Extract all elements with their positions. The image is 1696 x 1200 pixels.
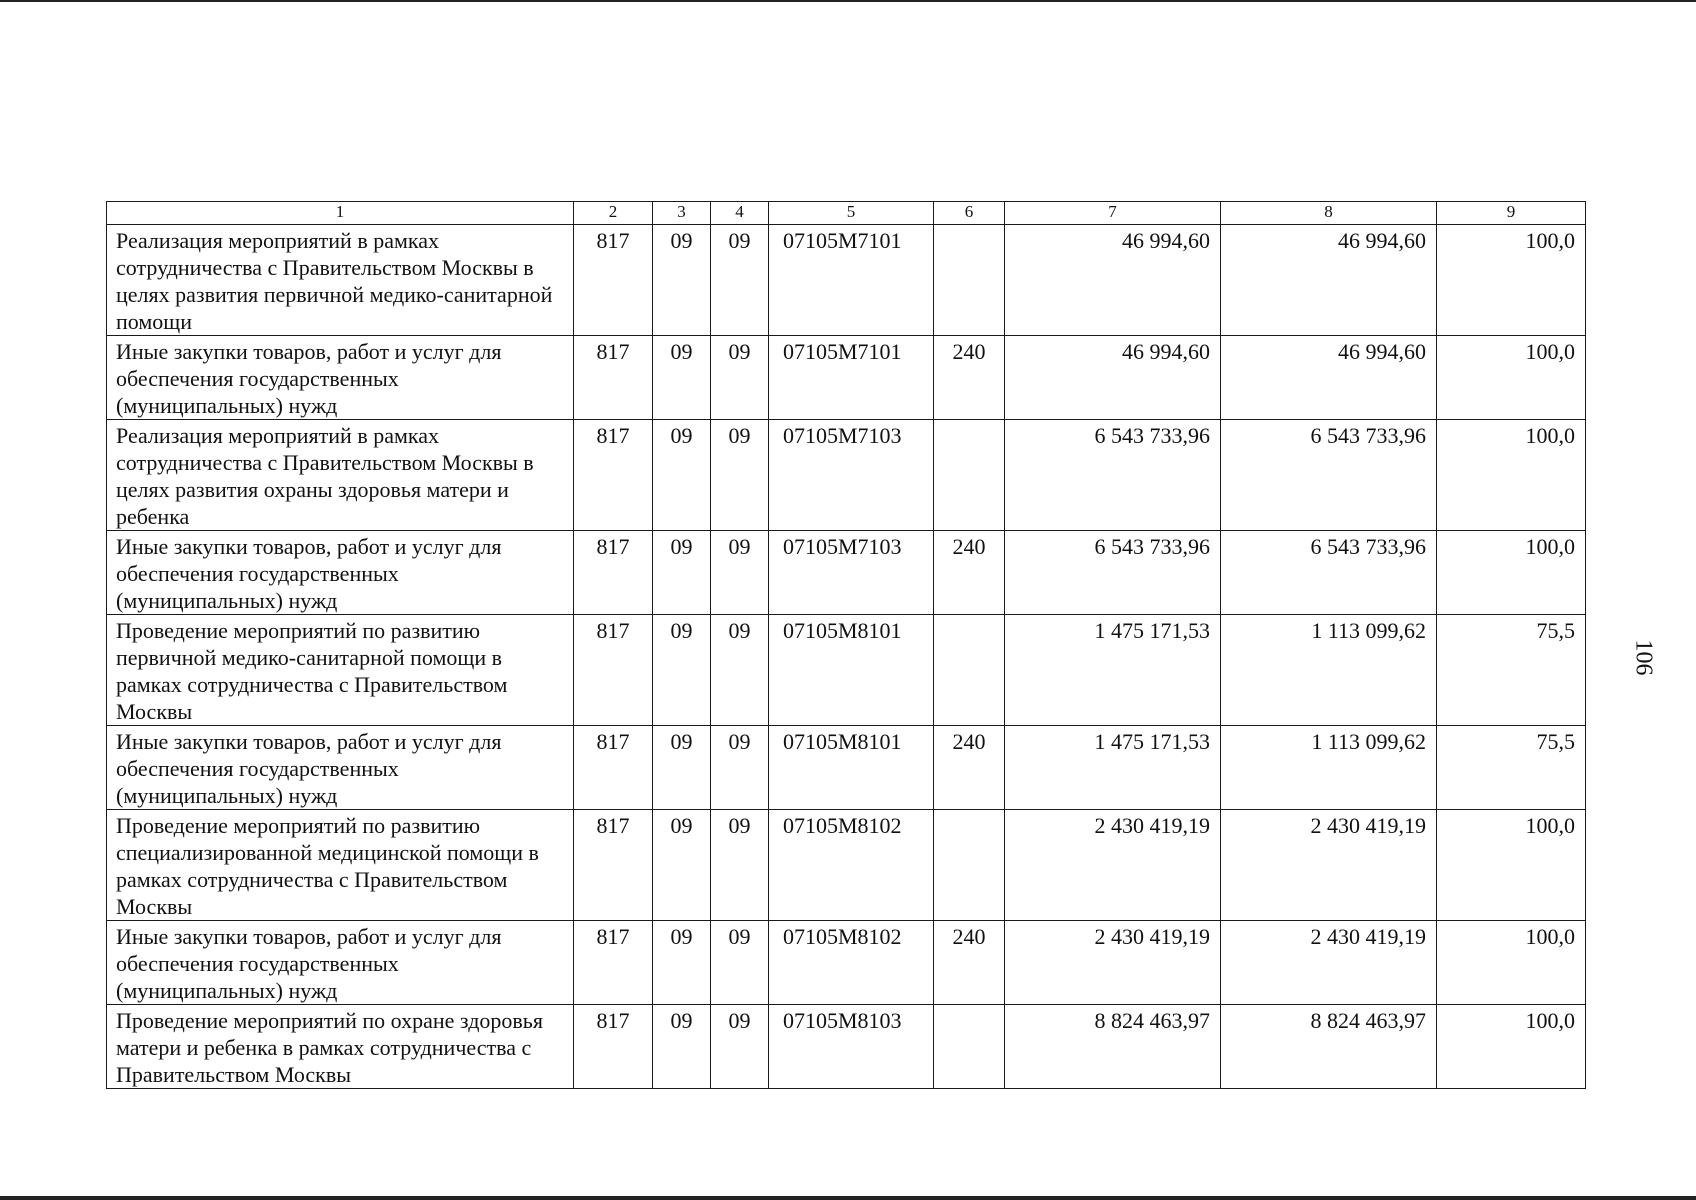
expense-type-cell	[934, 615, 1005, 726]
section-code-cell: 09	[653, 420, 711, 531]
expense-name-cell: Реализация мероприятий в рамках сотрудничества с Правительством Москвы в целях развития первичной медико-санитарной помощи	[107, 225, 574, 336]
expense-type-cell	[934, 225, 1005, 336]
section-code-cell: 09	[653, 1005, 711, 1089]
expense-type-cell	[934, 810, 1005, 921]
expense-type-cell: 240	[934, 921, 1005, 1005]
section-code-cell: 09	[653, 615, 711, 726]
expense-type-cell: 240	[934, 726, 1005, 810]
target-article-cell: 07105М8101	[769, 726, 934, 810]
expense-type-cell: 240	[934, 336, 1005, 420]
section-code-cell: 09	[653, 531, 711, 615]
column-number: 4	[711, 202, 769, 225]
expense-name-cell: Иные закупки товаров, работ и услуг для обеспечения государственных (муниципальных) нужд	[107, 531, 574, 615]
planned-amount-cell: 1 475 171,53	[1005, 726, 1221, 810]
subsection-code-cell: 09	[711, 225, 769, 336]
page-bottom-edge	[0, 1196, 1696, 1200]
ministry-code-cell: 817	[574, 726, 653, 810]
table-row	[107, 1005, 1586, 1089]
planned-amount-cell: 2 430 419,19	[1005, 810, 1221, 921]
section-code-cell: 09	[653, 336, 711, 420]
ministry-code-cell: 817	[574, 810, 653, 921]
target-article-cell: 07105М7103	[769, 420, 934, 531]
planned-amount-cell: 46 994,60	[1005, 336, 1221, 420]
table-row	[107, 336, 1586, 420]
planned-amount-cell: 1 475 171,53	[1005, 615, 1221, 726]
column-number: 3	[653, 202, 711, 225]
ministry-code-cell: 817	[574, 336, 653, 420]
expense-type-cell: 240	[934, 531, 1005, 615]
expense-name-cell: Иные закупки товаров, работ и услуг для обеспечения государственных (муниципальных) нужд	[107, 921, 574, 1005]
expense-type-cell	[934, 420, 1005, 531]
executed-amount-cell: 1 113 099,62	[1221, 615, 1437, 726]
execution-percent-cell: 100,0	[1437, 336, 1586, 420]
table-row	[107, 726, 1586, 810]
executed-amount-cell: 6 543 733,96	[1221, 420, 1437, 531]
column-number: 7	[1005, 202, 1221, 225]
execution-percent-cell: 100,0	[1437, 531, 1586, 615]
ministry-code-cell: 817	[574, 420, 653, 531]
subsection-code-cell: 09	[711, 615, 769, 726]
target-article-cell: 07105М8102	[769, 921, 934, 1005]
column-number: 9	[1437, 202, 1586, 225]
planned-amount-cell: 46 994,60	[1005, 225, 1221, 336]
executed-amount-cell: 2 430 419,19	[1221, 810, 1437, 921]
target-article-cell: 07105М8101	[769, 615, 934, 726]
table-row	[107, 921, 1586, 1005]
target-article-cell: 07105М7101	[769, 336, 934, 420]
page-number: 106	[1630, 639, 1657, 676]
ministry-code-cell: 817	[574, 921, 653, 1005]
expense-type-cell	[934, 1005, 1005, 1089]
table-row	[107, 810, 1586, 921]
expense-name-cell: Иные закупки товаров, работ и услуг для обеспечения государственных (муниципальных) нужд	[107, 726, 574, 810]
subsection-code-cell: 09	[711, 810, 769, 921]
column-number: 1	[107, 202, 574, 225]
target-article-cell: 07105М8103	[769, 1005, 934, 1089]
executed-amount-cell: 8 824 463,97	[1221, 1005, 1437, 1089]
execution-percent-cell: 100,0	[1437, 921, 1586, 1005]
section-code-cell: 09	[653, 810, 711, 921]
subsection-code-cell: 09	[711, 921, 769, 1005]
expense-name-cell: Проведение мероприятий по развитию первичной медико-санитарной помощи в рамках сотрудничества с Правительством Москвы	[107, 615, 574, 726]
subsection-code-cell: 09	[711, 1005, 769, 1089]
execution-percent-cell: 100,0	[1437, 420, 1586, 531]
subsection-code-cell: 09	[711, 531, 769, 615]
expense-name-cell: Проведение мероприятий по охране здоровья матери и ребенка в рамках сотрудничества с Правительством Москвы	[107, 1005, 574, 1089]
table-row	[107, 420, 1586, 531]
planned-amount-cell: 8 824 463,97	[1005, 1005, 1221, 1089]
expense-name-cell: Иные закупки товаров, работ и услуг для обеспечения государственных (муниципальных) нужд	[107, 336, 574, 420]
column-number-row	[107, 202, 1586, 225]
execution-percent-cell: 75,5	[1437, 726, 1586, 810]
subsection-code-cell: 09	[711, 726, 769, 810]
column-number: 5	[769, 202, 934, 225]
ministry-code-cell: 817	[574, 225, 653, 336]
target-article-cell: 07105М8102	[769, 810, 934, 921]
planned-amount-cell: 2 430 419,19	[1005, 921, 1221, 1005]
execution-percent-cell: 100,0	[1437, 1005, 1586, 1089]
target-article-cell: 07105М7103	[769, 531, 934, 615]
column-number: 6	[934, 202, 1005, 225]
planned-amount-cell: 6 543 733,96	[1005, 531, 1221, 615]
executed-amount-cell: 46 994,60	[1221, 225, 1437, 336]
ministry-code-cell: 817	[574, 1005, 653, 1089]
page-top-edge	[0, 0, 1696, 2]
column-number: 8	[1221, 202, 1437, 225]
executed-amount-cell: 2 430 419,19	[1221, 921, 1437, 1005]
column-number: 2	[574, 202, 653, 225]
planned-amount-cell: 6 543 733,96	[1005, 420, 1221, 531]
budget-execution-table	[106, 201, 1586, 1089]
executed-amount-cell: 6 543 733,96	[1221, 531, 1437, 615]
target-article-cell: 07105М7101	[769, 225, 934, 336]
table-row	[107, 615, 1586, 726]
section-code-cell: 09	[653, 726, 711, 810]
expense-name-cell: Реализация мероприятий в рамках сотрудничества с Правительством Москвы в целях развития охраны здоровья матери и ребенка	[107, 420, 574, 531]
ministry-code-cell: 817	[574, 531, 653, 615]
table-row	[107, 225, 1586, 336]
execution-percent-cell: 75,5	[1437, 615, 1586, 726]
expense-name-cell: Проведение мероприятий по развитию специализированной медицинской помощи в рамках сотрудничества с Правительством Москвы	[107, 810, 574, 921]
execution-percent-cell: 100,0	[1437, 810, 1586, 921]
executed-amount-cell: 1 113 099,62	[1221, 726, 1437, 810]
execution-percent-cell: 100,0	[1437, 225, 1586, 336]
section-code-cell: 09	[653, 225, 711, 336]
table-row	[107, 531, 1586, 615]
section-code-cell: 09	[653, 921, 711, 1005]
subsection-code-cell: 09	[711, 420, 769, 531]
executed-amount-cell: 46 994,60	[1221, 336, 1437, 420]
ministry-code-cell: 817	[574, 615, 653, 726]
subsection-code-cell: 09	[711, 336, 769, 420]
